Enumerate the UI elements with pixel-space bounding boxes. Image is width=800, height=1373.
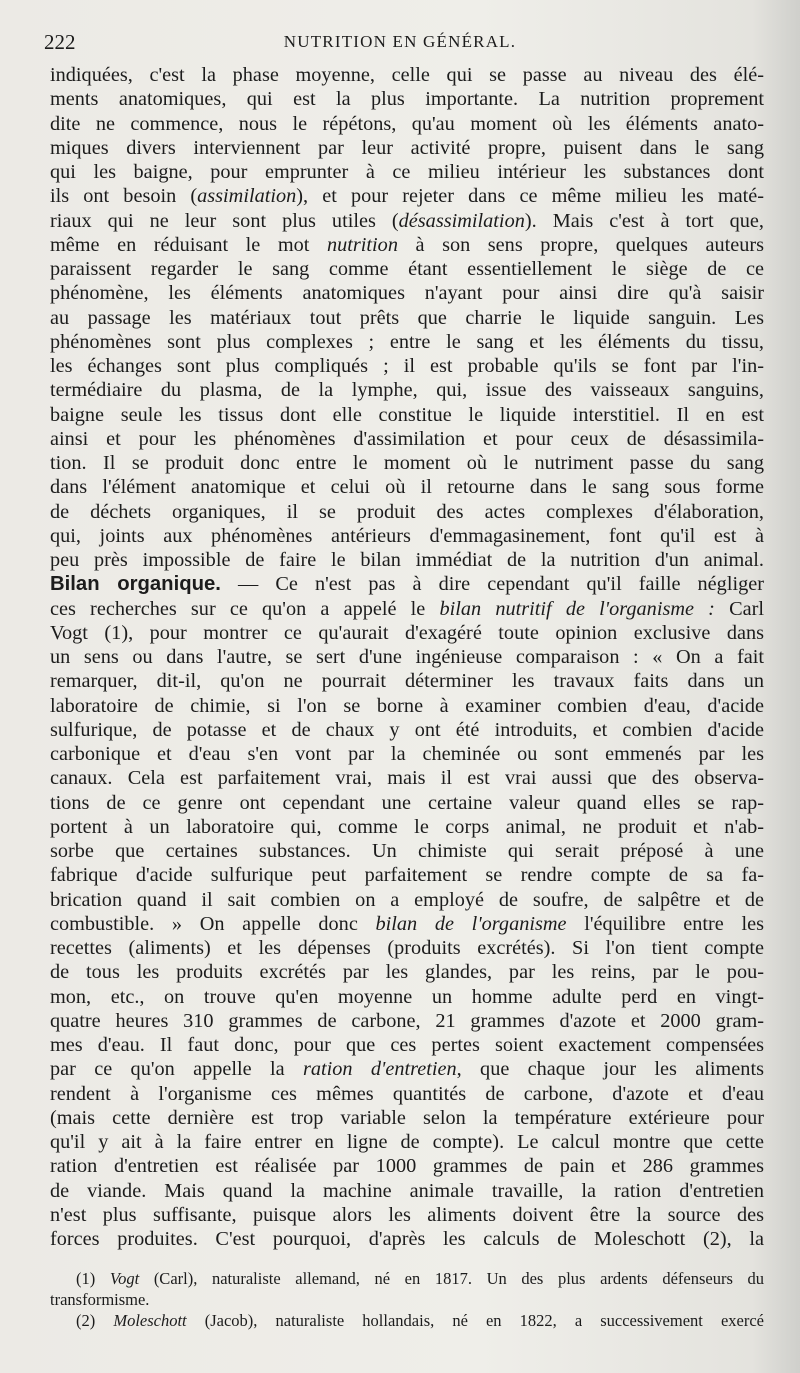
text-segment: laboratoire de chimie, si l'on se borne à examiner combien d'eau, d'acide bbox=[50, 694, 764, 717]
text-segment: — Ce n'est pas à dire cependant qu'il faille négliger bbox=[220, 573, 764, 596]
text-line bbox=[50, 1227, 764, 1251]
text-line bbox=[50, 1082, 764, 1106]
text-segment: phénomènes sont plus complexes ; entre le sang et les éléments du tissu, bbox=[50, 330, 764, 353]
text-line bbox=[50, 281, 764, 305]
text-segment: termédiaire du plasma, de la lymphe, qui, issue des vaisseaux sanguins, bbox=[50, 379, 764, 402]
text-line bbox=[50, 87, 764, 111]
text-segment: ainsi et pour les phénomènes d'assimilation et pour ceux de désassimila- bbox=[50, 427, 764, 450]
text-line bbox=[50, 645, 764, 669]
footnotes bbox=[50, 1268, 764, 1331]
text-segment: tions de ce genre ont cependant une certaine valeur quand elles se rap- bbox=[50, 791, 764, 814]
text-segment: bilan de l'organisme bbox=[375, 912, 567, 935]
text-line bbox=[50, 451, 764, 475]
text-segment: quatre heures 310 grammes de carbone, 21 grammes d'azote et 2000 gram- bbox=[50, 1009, 764, 1032]
text-segment: de tous les produits excrétés par les glandes, par les reins, par le pou- bbox=[50, 961, 764, 984]
text-segment: à son sens propre, quelques auteurs bbox=[397, 233, 764, 256]
body-text bbox=[50, 63, 764, 1251]
text-line bbox=[50, 306, 764, 330]
text-line bbox=[50, 112, 764, 136]
text-segment: indiquées, c'est la phase moyenne, celle qui se passe au niveau des élé- bbox=[50, 64, 764, 86]
text-line bbox=[50, 791, 764, 815]
text-segment: paraissent regarder le sang comme étant essentiellement le siège de ce bbox=[50, 258, 764, 280]
text-line bbox=[50, 597, 764, 621]
text-segment: ration d'entretien est réalisée par 1000 grammes de pain et 286 grammes bbox=[50, 1155, 764, 1178]
text-segment: forces produites. C'est pourquoi, d'après les calculs de Moleschott (2), la bbox=[50, 1228, 764, 1250]
text-segment: ces recherches sur ce qu'on a appelé le bbox=[50, 597, 440, 620]
footnote-segment: Moleschott bbox=[113, 1311, 187, 1330]
text-line bbox=[50, 766, 764, 790]
text-segment: nutrition bbox=[326, 233, 398, 256]
text-line bbox=[50, 500, 764, 524]
text-line bbox=[50, 378, 764, 402]
text-segment: ils ont besoin ( bbox=[50, 185, 198, 208]
text-segment: canaux. Cela est parfaitement vrai, mais il est vrai aussi que des observa- bbox=[50, 767, 764, 790]
text-segment: l'équilibre entre les bbox=[566, 912, 764, 935]
text-segment: dite ne commence, nous le répétons, qu'au moment où les éléments anato- bbox=[50, 112, 764, 135]
text-segment: ), et pour rejeter dans ce même milieu les maté- bbox=[296, 185, 764, 208]
text-segment: fabrique d'acide sulfurique peut parfaitement se rendre compte de sa fa- bbox=[50, 864, 764, 887]
text-segment: par ce qu'on appelle la bbox=[50, 1058, 303, 1081]
text-line bbox=[50, 233, 764, 257]
section-heading: Bilan organique. bbox=[50, 573, 221, 596]
text-line bbox=[50, 936, 764, 960]
text-segment: dans l'élément anatomique et celui où il retourne dans le sang sous forme bbox=[50, 476, 764, 499]
text-segment: les échanges sont plus compliqués ; il est probable qu'ils se font par l'in- bbox=[50, 355, 764, 377]
text-line bbox=[50, 1130, 764, 1154]
text-line bbox=[50, 354, 764, 378]
text-line bbox=[50, 718, 764, 742]
text-line bbox=[50, 694, 764, 718]
footnote-segment: transformisme. bbox=[50, 1290, 150, 1309]
footnote-segment: (1) bbox=[76, 1269, 110, 1288]
page-header bbox=[44, 30, 756, 56]
text-segment: mon, etc., on trouve qu'en moyenne un homme adulte perd en vingt- bbox=[50, 985, 764, 1008]
text-segment: assimilation bbox=[197, 185, 297, 208]
text-segment: de déchets organiques, il se produit des actes complexes d'élaboration, bbox=[50, 500, 764, 523]
running-head: NUTRITION EN GÉNÉRAL. bbox=[283, 32, 517, 51]
text-line bbox=[50, 572, 764, 596]
text-line bbox=[50, 839, 764, 863]
text-line bbox=[50, 742, 764, 766]
text-segment: ). Mais c'est à tort que, bbox=[524, 209, 764, 232]
text-segment: qu'il y ait à la faire entrer en ligne de compte). Le calcul montre que cette bbox=[50, 1131, 764, 1153]
footnote-line bbox=[50, 1310, 764, 1331]
text-segment: de viande. Mais quand la machine animale travaille, la ration d'entretien bbox=[50, 1179, 764, 1202]
text-segment: tion. Il se produit donc entre le moment où le nutriment passe du sang bbox=[50, 452, 764, 474]
text-line bbox=[50, 621, 764, 645]
page-number: 222 bbox=[44, 30, 76, 54]
text-line bbox=[50, 669, 764, 693]
text-line bbox=[50, 985, 764, 1009]
text-line bbox=[50, 63, 764, 87]
text-line bbox=[50, 427, 764, 451]
text-segment: qui les baigne, pour emprunter à ce milieu intérieur les substances dont bbox=[50, 161, 764, 183]
text-line bbox=[50, 160, 764, 184]
text-line bbox=[50, 209, 764, 233]
text-segment: même en réduisant le mot bbox=[50, 233, 327, 256]
text-segment: carbonique et d'eau s'en vont par la cheminée ou sont emmenés par les bbox=[50, 743, 764, 765]
text-segment: recettes (aliments) et les dépenses (produits excrétés). Si l'on tient compte bbox=[50, 937, 764, 959]
footnote-segment: (Carl), naturaliste allemand, né en 1817. Un des plus ardents défenseurs du bbox=[139, 1269, 764, 1288]
text-segment: riaux qui ne leur sont plus utiles ( bbox=[50, 209, 399, 232]
text-segment: , que chaque jour les aliments bbox=[456, 1058, 764, 1081]
text-segment: brication quand il sait combien on a employé de soufre, de salpêtre et de bbox=[50, 888, 764, 911]
text-segment: bilan nutritif de l'organisme : bbox=[439, 597, 715, 620]
text-segment: baigne seule les tissus dont elle constitue le liquide interstitiel. Il en est bbox=[50, 403, 764, 426]
footnote-line bbox=[50, 1289, 764, 1310]
text-segment: n'est plus suffisante, puisque alors les aliments doivent être la source des bbox=[50, 1203, 764, 1226]
footnote-line bbox=[50, 1268, 764, 1289]
text-segment: (mais cette dernière est trop variable selon la température extérieure pour bbox=[50, 1106, 764, 1129]
text-line bbox=[50, 1203, 764, 1227]
text-line bbox=[50, 524, 764, 548]
text-line bbox=[50, 1009, 764, 1033]
text-segment: un sens ou dans l'autre, se sert d'une ingénieuse comparaison : « On a fait bbox=[50, 646, 764, 668]
text-line bbox=[50, 475, 764, 499]
text-segment: rendent à l'organisme ces mêmes quantités de carbone, d'azote et d'eau bbox=[50, 1082, 764, 1105]
text-segment: miques divers interviennent par leur activité propre, puisent dans le sang bbox=[50, 136, 764, 159]
text-segment: sorbe que certaines substances. Un chimiste qui serait préposé à une bbox=[50, 840, 764, 862]
text-segment: remarquer, dit-il, qu'on ne pourrait déterminer les travaux faits dans un bbox=[50, 670, 764, 693]
text-line bbox=[50, 330, 764, 354]
footnote-segment: Vogt bbox=[109, 1269, 140, 1288]
text-segment: peu près impossible de faire le bilan immédiat de la nutrition d'un animal. bbox=[50, 549, 764, 571]
text-line bbox=[50, 815, 764, 839]
text-segment: combustible. » On appelle donc bbox=[50, 912, 376, 935]
text-line bbox=[50, 548, 764, 572]
text-segment: ration d'entretien bbox=[302, 1058, 457, 1081]
text-line bbox=[50, 960, 764, 984]
text-line bbox=[50, 863, 764, 887]
text-line bbox=[50, 1154, 764, 1178]
text-line bbox=[50, 1106, 764, 1130]
text-line bbox=[50, 136, 764, 160]
footnote-segment: (Jacob), naturaliste hollandais, né en 1822, a successivement exercé bbox=[186, 1311, 764, 1330]
text-segment: mes d'eau. Il faut donc, pour que ces pertes soient exactement compensées bbox=[50, 1034, 764, 1056]
text-segment: phénomène, les éléments anatomiques n'ayant pour ainsi dire qu'à saisir bbox=[50, 282, 764, 305]
text-segment: qui, joints aux phénomènes antérieurs d'emmagasinement, font qu'il est à bbox=[50, 524, 764, 547]
text-line bbox=[50, 403, 764, 427]
text-segment: au passage les matériaux tout prêts que charrie le liquide sanguin. Les bbox=[50, 306, 764, 329]
text-line bbox=[50, 888, 764, 912]
text-line bbox=[50, 1057, 764, 1081]
text-segment: portent à un laboratoire qui, comme le corps animal, ne produit et n'ab- bbox=[50, 815, 764, 838]
text-line bbox=[50, 257, 764, 281]
text-segment: ments anatomiques, qui est la plus importante. La nutrition proprement bbox=[50, 88, 764, 111]
text-segment: Vogt (1), pour montrer ce qu'aurait d'exagéré toute opinion exclusive dans bbox=[50, 621, 764, 644]
text-line bbox=[50, 1033, 764, 1057]
text-segment: Carl bbox=[714, 597, 764, 620]
text-line bbox=[50, 184, 764, 208]
text-line bbox=[50, 912, 764, 936]
text-segment: sulfurique, de potasse et de chaux y ont été introduits, et combien d'acide bbox=[50, 718, 764, 741]
text-segment: désassimilation bbox=[398, 209, 525, 232]
text-line bbox=[50, 1179, 764, 1203]
footnote-segment: (2) bbox=[76, 1311, 114, 1330]
